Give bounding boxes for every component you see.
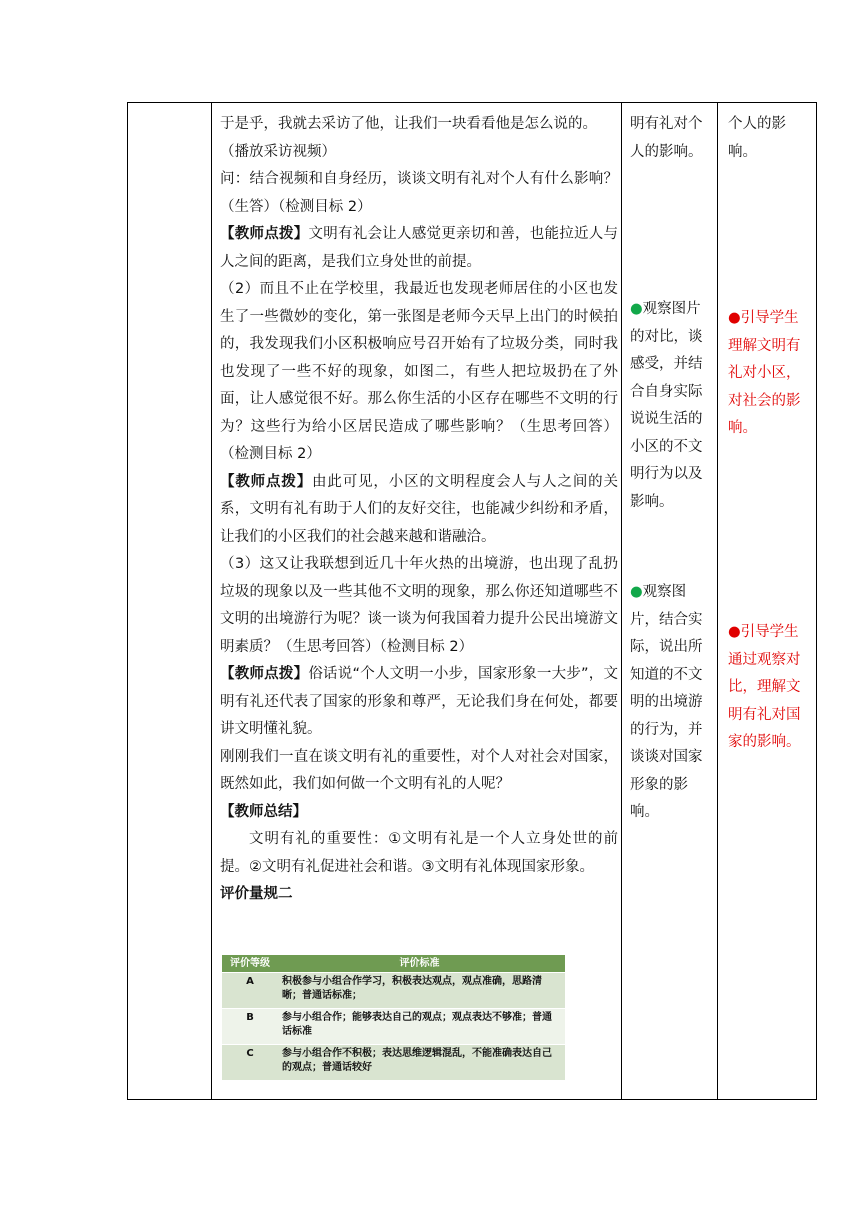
student-activity: 明有礼对个人的影响。 [630, 116, 703, 160]
paragraph: 刚刚我们一直在谈文明有礼的重要性，对个人对社会对国家，既然如此，我们如何做一个文明有礼的人呢？ [220, 748, 618, 792]
rubric-header-standard: 评价标准 [399, 958, 440, 969]
rubric-standard: 积极参与小组合作学习，积极表达观点，观点准确，思路清晰；普通话标准； [282, 976, 542, 1001]
lesson-table [127, 102, 817, 1100]
student-activity [630, 296, 710, 516]
summary-label: 【教师总结】 [220, 803, 307, 820]
green-dot-icon: ● [630, 584, 643, 600]
rubric-header [222, 955, 565, 972]
summary-text: 文明有礼的重要性：①文明有礼是一个人立身处世的前提。②文明有礼促进社会和谐。③文明有礼体现国家形象。 [220, 831, 618, 875]
teacher-tip [220, 661, 618, 744]
student-activity [630, 579, 710, 827]
column-divider [211, 103, 212, 1099]
teacher-tip-label: 【教师点拨】 [220, 473, 313, 490]
teaching-process-column [220, 111, 618, 909]
student-activity-text: 观察图片的对比，谈感受，并结合自身实际说说生活的小区的不文明行为以及影响。 [630, 301, 703, 510]
teacher-tip-text: 俗话说“个人文明一小步，国家形象一大步”，文明有礼还代表了国家的形象和尊严，无论我们身在何处，都要讲文明懂礼貌。 [220, 666, 618, 737]
rubric-header-level: 评价等级 [230, 958, 270, 969]
paragraph: （3）这又让我联想到近几十年火热的出境游，也出现了乱扔垃圾的现象以及一些其他不文明的现象，那么你还知道哪些不文明的出境游行为呢？谈一谈为何我国着力提升公民出境游文明素质？（生思考回答）（检测目标 2） [220, 556, 618, 655]
green-dot-icon: ● [630, 301, 643, 317]
rubric-level: C [246, 1048, 254, 1059]
teacher-tip [220, 221, 618, 276]
paragraph: （播放采访视频） [220, 143, 336, 160]
teacher-tip-label: 【教师点拨】 [220, 666, 309, 682]
rubric-row [222, 972, 565, 1008]
design-intent [728, 619, 808, 757]
rubric-level: A [246, 976, 254, 987]
rubric-standard: 参与小组合作不积极；表达思维逻辑混乱，不能准确表达自己的观点；普通话较好 [282, 1048, 552, 1073]
rubric-table [222, 955, 565, 1081]
teacher-tip-text: 由此可见，小区的文明程度会人与人之间的关系，文明有礼有助于人们的友好交往，也能减少纠纷和矛盾，让我们的小区我们的社会越来越和谐融洽。 [220, 473, 619, 545]
rubric-standard: 参与小组合作；能够表达自己的观点；观点表达不够准；普通话标准 [282, 1012, 552, 1037]
question-paragraph: 问：结合视频和自身经历，谈谈文明有礼对个人有什么影响？（生答）（检测目标 2） [220, 171, 618, 215]
teacher-tip-text: 文明有礼会让人感觉更亲切和善，也能拉近人与人之间的距离，是我们立身处世的前提。 [220, 226, 618, 270]
teacher-tip-label: 【教师点拨】 [220, 226, 309, 242]
red-dot-icon: ● [728, 310, 741, 326]
rubric-row [222, 1044, 565, 1080]
column-divider [717, 103, 718, 1099]
design-intent [728, 305, 808, 443]
design-intent-text: 引导学生理解文明有礼对小区，对社会的影响。 [728, 310, 801, 436]
design-intent-text: 引导学生通过观察对比，理解文明有礼对国家的影响。 [728, 624, 801, 750]
paragraph: 于是乎，我就去采访了他，让我们一块看看他是怎么说的。 [220, 116, 597, 132]
red-dot-icon: ● [728, 624, 741, 640]
design-intent: 个人的影响。 [728, 116, 786, 160]
teacher-tip [220, 469, 618, 552]
rubric-row [222, 1008, 565, 1044]
rubric-title: 评价量规二 [220, 886, 293, 902]
column-divider [621, 103, 622, 1099]
rubric-level: B [246, 1012, 254, 1023]
paragraph: （2）而且不止在学校里，我最近也发现老师居住的小区也发生了一些微妙的变化，第一张图是老师今天早上出门的时候拍的，我发现我们小区积极响应号召开始有了垃圾分类，同时我也发现了一些不好的现象，如图二，有些人把垃圾扔在了外面，让人感觉很不好。那么你生活的小区存在哪些不文明的行为？这些行为给小区居民造成了哪些影响？（生思考回答）（检测目标 2） [220, 281, 618, 462]
student-activity-text: 观察图片，结合实际，说出所知道的不文明的出境游的行为，并谈谈对国家形象的影响。 [630, 584, 703, 820]
